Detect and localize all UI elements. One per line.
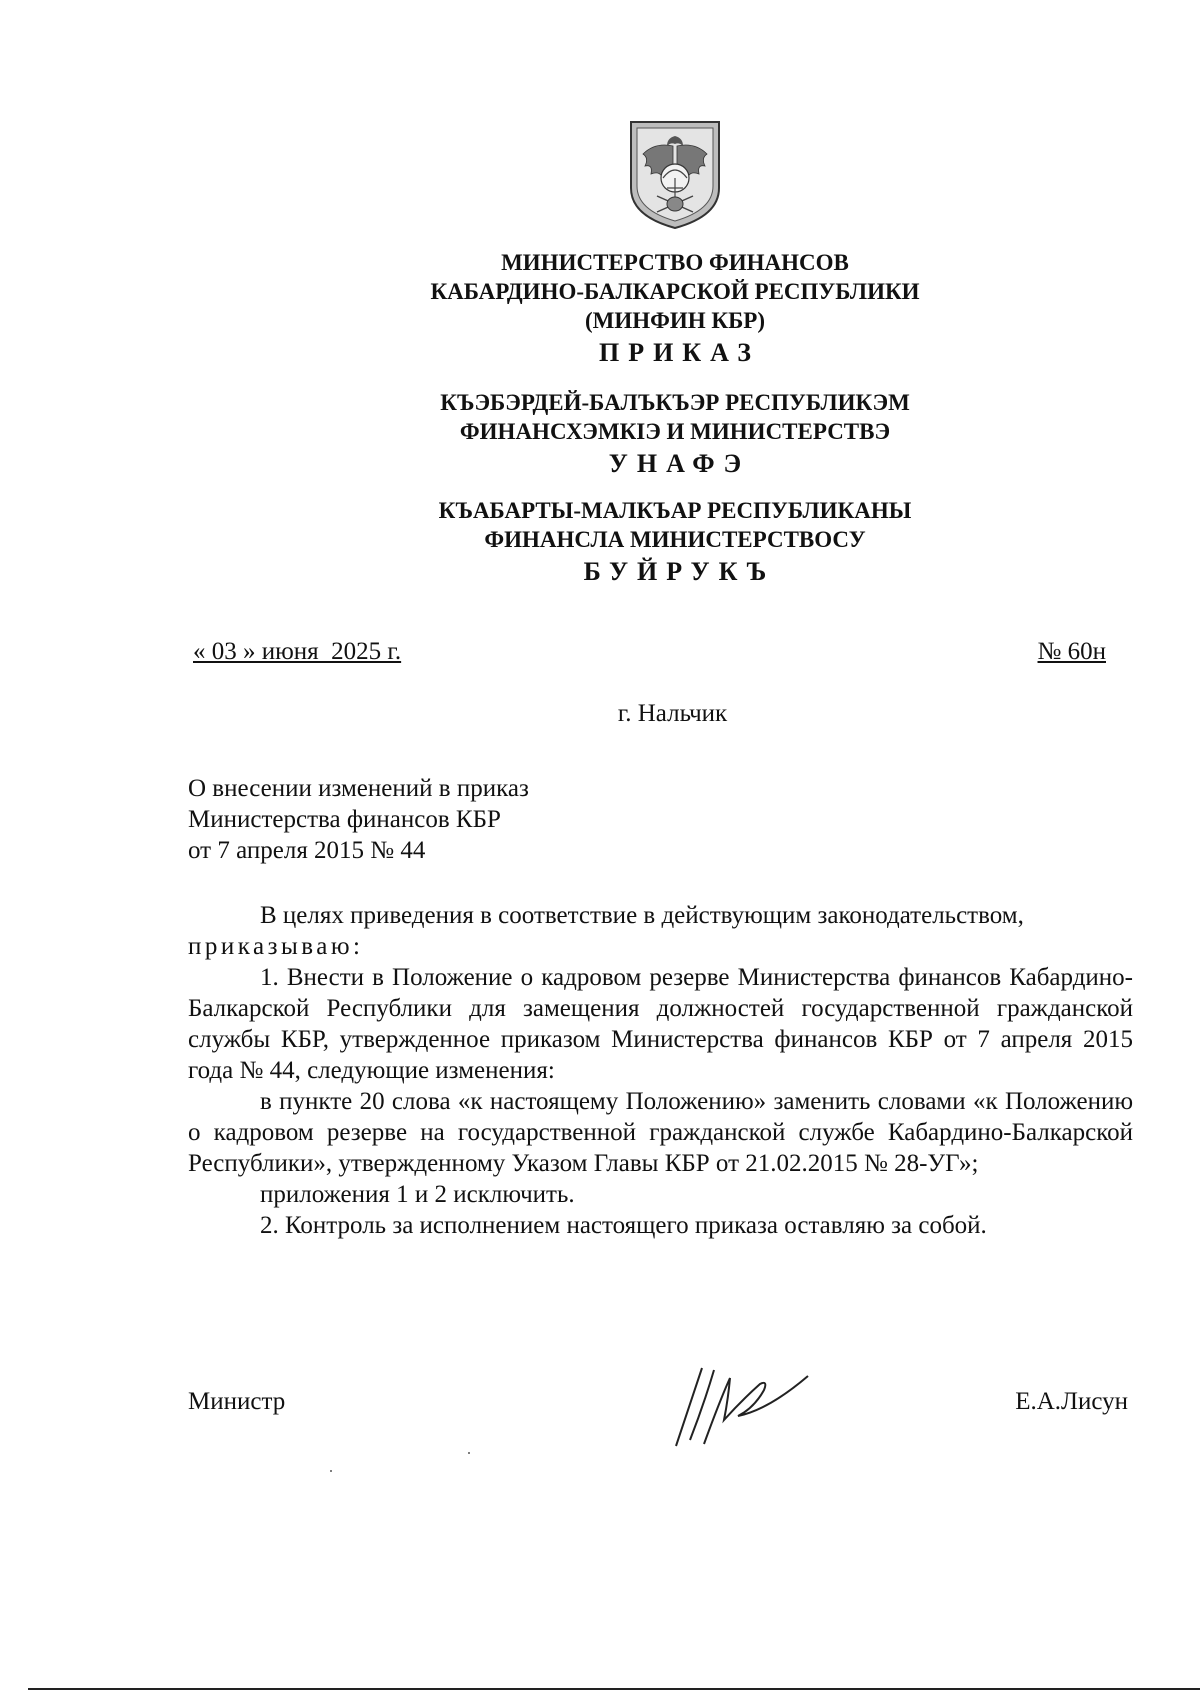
document-type-title: УНАФЭ xyxy=(608,449,751,478)
document-number: № 60н xyxy=(1037,638,1106,665)
preamble-paragraph: В целях приведения в соответствие в действующим законодательством, xyxy=(260,902,1024,929)
document-subject xyxy=(188,773,529,866)
ministry-name-line: ФИНАНСЛА МИНИСТЕРСТВОСУ xyxy=(484,527,866,552)
document-date: « 03 » июня 2025 г. xyxy=(193,638,402,665)
item-1-appendix: приложения 1 и 2 исключить. xyxy=(260,1181,575,1208)
document-body xyxy=(188,900,1133,1241)
document-city: г. Нальчик xyxy=(617,700,728,727)
signatory-name: Е.А.Лисун xyxy=(1015,1388,1128,1415)
ministry-name-line: МИНИСТЕРСТВО ФИНАНСОВ xyxy=(501,250,849,275)
ministry-name-line: ФИНАНСХЭМКIЭ И МИНИСТЕРСТВЭ xyxy=(459,419,891,444)
header-russian xyxy=(300,248,1050,371)
item-1-amendment: в пункте 20 слова «к настоящему Положению» заменить словами «к Положению о кадровом резерве на государственной гражданской службе Кабардино-Балкарской Республики», утвержденному Указом Главы КБР от 21.02.2015 № 28-УГ»; xyxy=(188,1088,1133,1177)
ministry-name-line: КАБАРДИНО-БАЛКАРСКОЙ РЕСПУБЛИКИ xyxy=(430,279,920,304)
subject-line: от 7 апреля 2015 № 44 xyxy=(188,837,426,864)
document-type-title: ПРИКАЗ xyxy=(598,338,761,367)
header-balkar xyxy=(300,496,1050,590)
scan-speck xyxy=(468,1452,470,1454)
header-kabardian xyxy=(300,388,1050,482)
item-2-paragraph: 2. Контроль за исполнением настоящего приказа оставляю за собой. xyxy=(260,1212,987,1239)
ministry-name-line: КЪЭБЭРДЕЙ-БАЛЪКЪЭР РЕСПУБЛИКЭМ xyxy=(440,390,910,415)
subject-line: О внесении изменений в приказ xyxy=(188,775,529,802)
order-word: приказываю: xyxy=(188,933,364,960)
handwritten-signature xyxy=(668,1360,818,1450)
ministry-name-line: КЪАБАРТЫ-МАЛКЪАР РЕСПУБЛИКАНЫ xyxy=(438,498,912,523)
subject-line: Министерства финансов КБР xyxy=(188,806,501,833)
signatory-title: Министр xyxy=(188,1388,286,1415)
scan-speck xyxy=(330,1470,332,1472)
scan-edge-line xyxy=(28,1688,1200,1690)
ministry-abbreviation: (МИНФИН КБР) xyxy=(584,308,766,333)
document-type-title: БУЙРУКЪ xyxy=(583,557,776,586)
coat-of-arms-emblem xyxy=(627,118,723,230)
item-1-paragraph: 1. Внести в Положение о кадровом резерве Министерства финансов Кабардино-Балкарской Республики для замещения должностей государственной гражданской службы КБР, утвержденное приказом Министерства финансов КБР от 7 апреля 2015 года № 44, следующие изменения: xyxy=(188,964,1133,1084)
